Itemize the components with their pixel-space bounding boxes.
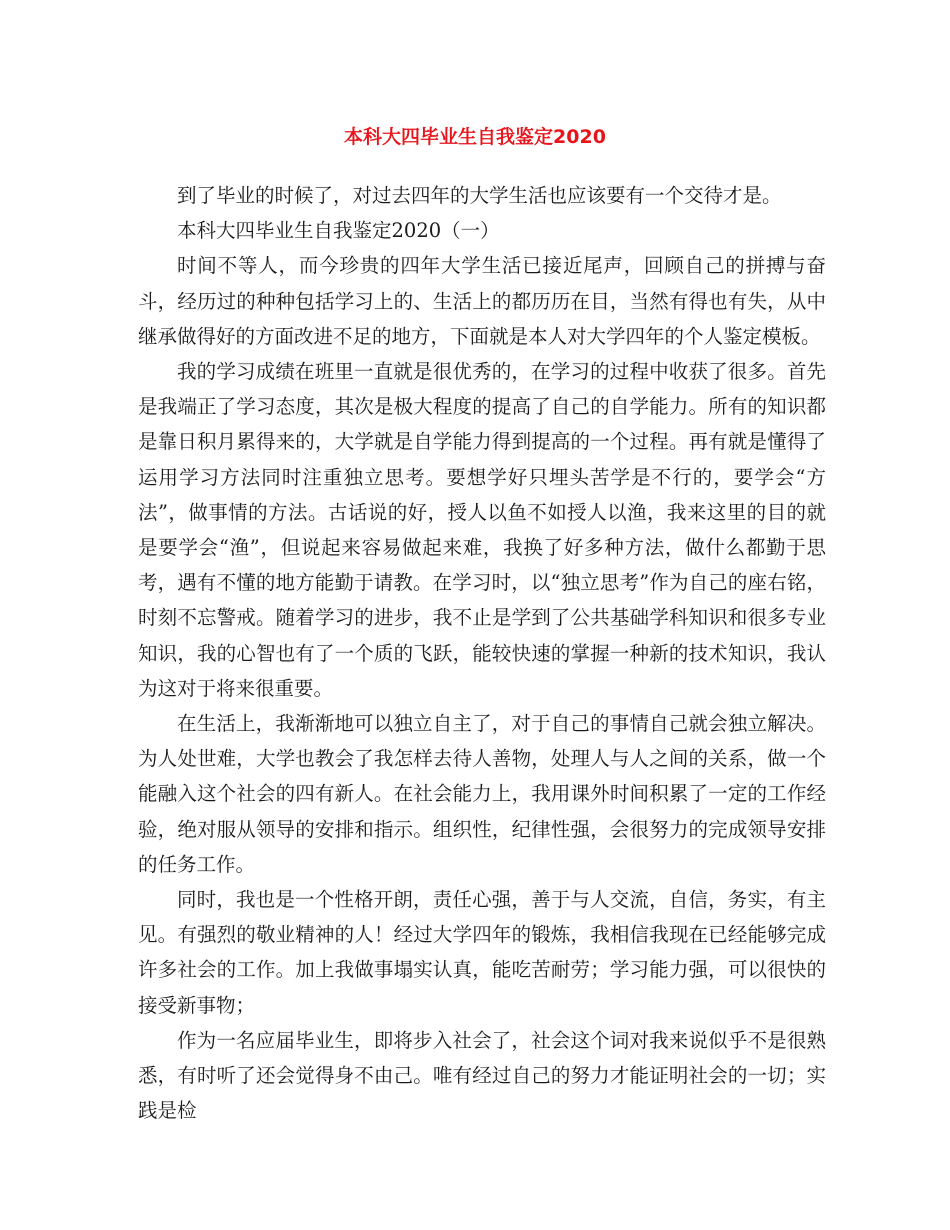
document-body xyxy=(138,178,826,1128)
paragraph: 在生活上，我渐渐地可以独立自主了，对于自己的事情自己就会独立解决。为人处世难，大学也教会了我怎样去待人善物，处理人与人之间的关系，做一个能融入这个社会的四有新人。在社会能力上，我用课外时间积累了一定的工作经验，绝对服从领导的安排和指示。组织性，纪律性强，会很努力的完成领导安排的任务工作。 xyxy=(138,712,826,876)
document-title: 本科大四毕业生自我鉴定2020 xyxy=(344,126,606,148)
paragraph: 作为一名应届毕业生，即将步入社会了，社会这个词对我来说似乎不是很熟悉，有时听了还会觉得身不由己。唯有经过自己的努力才能证明社会的一切；实践是检 xyxy=(138,1028,826,1123)
paragraph-intro: 到了毕业的时候了，对过去四年的大学生活也应该要有一个交待才是。 xyxy=(177,184,782,207)
paragraph: 时间不等人，而今珍贵的四年大学生活已接近尾声，回顾自己的拼搏与奋斗，经历过的种种包括学习上的、生活上的都历历在目，当然有得也有失，从中继承做得好的方面改进不足的地方，下面就是本人对大学四年的个人鉴定模板。 xyxy=(138,254,826,348)
paragraph: 同时，我也是一个性格开朗，责任心强，善于与人交流，自信，务实，有主见。有强烈的敬业精神的人！经过大学四年的锻炼，我相信我现在已经能够完成许多社会的工作。加上我做事塌实认真，能吃苦耐劳；学习能力强，可以很快的接受新事物； xyxy=(138,888,826,1017)
paragraph: 我的学习成绩在班里一直就是很优秀的，在学习的过程中收获了很多。首先是我端正了学习态度，其次是极大程度的提高了自己的自学能力。所有的知识都是靠日积月累得来的，大学就是自学能力得到提高的一个过程。再有就是懂得了运用学习方法同时注重独立思考。要想学好只埋头苦学是不行的，要学会“方法”，做事情的方法。古话说的好，授人以鱼不如授人以渔，我来这里的目的就是要学会“渔”，但说起来容易做起来难，我换了好多种方法，做什么都勤于思考，遇有不懂的地方能勤于请教。在学习时，以“独立思考”作为自己的座右铭，时刻不忘警戒。随着学习的进步，我不止是学到了公共基础学科知识和很多专业知识，我的心智也有了一个质的飞跃，能较快速的掌握一种新的技术知识，我认为这对于将来很重要。 xyxy=(138,360,826,700)
section-heading: 本科大四毕业生自我鉴定2020（一） xyxy=(177,219,500,243)
